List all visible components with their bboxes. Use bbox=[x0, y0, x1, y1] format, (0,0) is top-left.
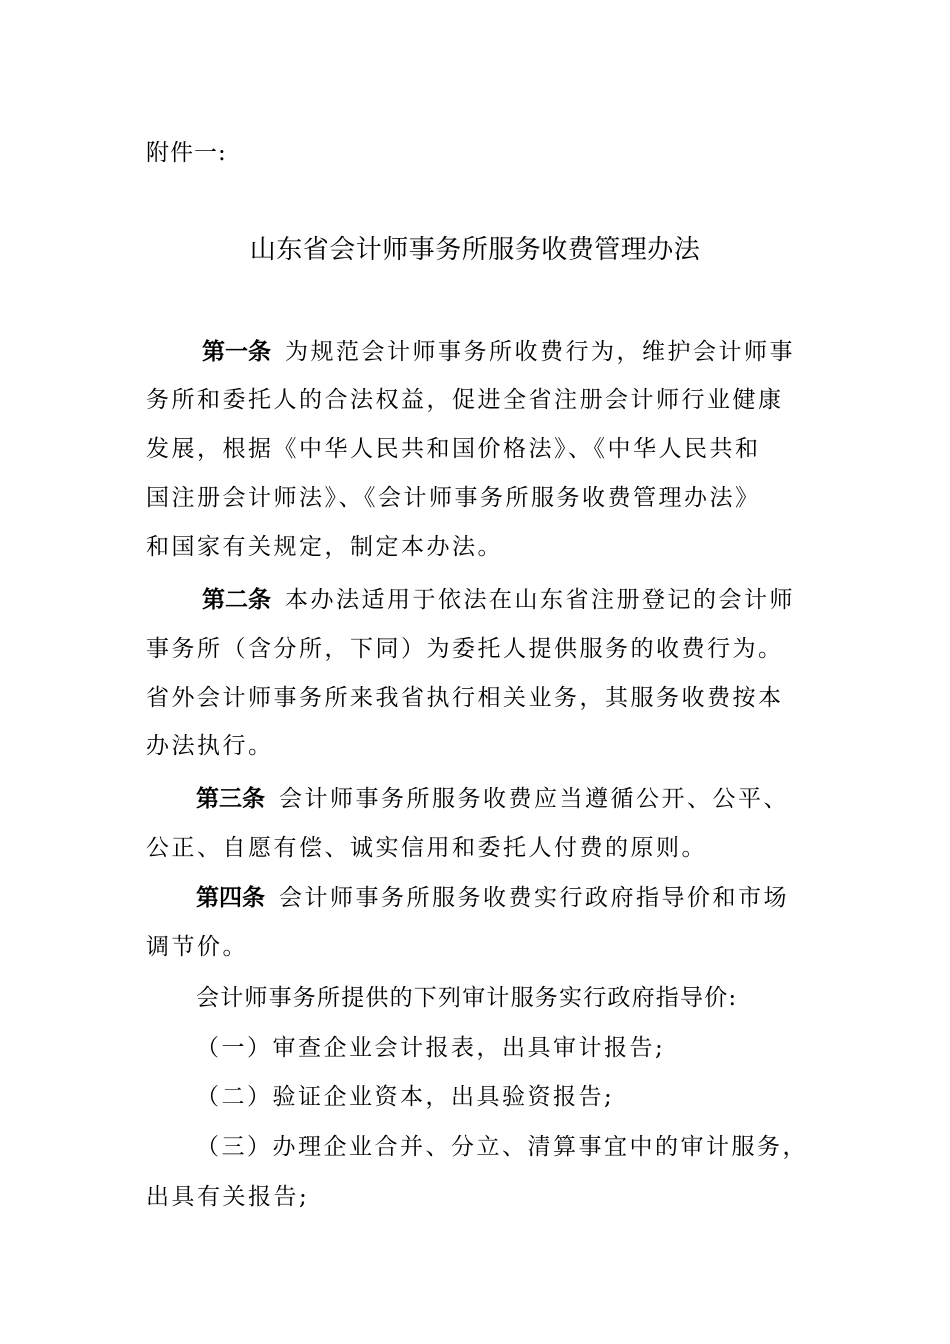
article-2-text-line-1: 本办法适用于依法在山东省注册登记的会计师 bbox=[285, 587, 795, 613]
list-item-2: （二）验证企业资本，出具验资报告; bbox=[196, 1084, 615, 1110]
list-item-3-line-1: （三）办理企业合并、分立、清算事宜中的审计服务， bbox=[196, 1134, 808, 1160]
article-1-text-line-4: 国注册会计师法》、《会计师事务所服务收费管理办法》 bbox=[146, 485, 761, 511]
article-1-text-line-1: 为规范会计师事务所收费行为，维护会计师事 bbox=[285, 339, 795, 365]
article-1-text-line-5: 和国家有关规定，制定本办法。 bbox=[146, 534, 503, 560]
article-1-text-line-3: 发展，根据《中华人民共和国价格法》、《中华人民共和 bbox=[146, 436, 761, 462]
article-3-text-line-1: 会计师事务所服务收费应当遵循公开、公平、 bbox=[279, 786, 789, 812]
article-1-label: 第一条 bbox=[202, 339, 271, 365]
article-2-label: 第二条 bbox=[202, 587, 271, 613]
article-2-first-line bbox=[202, 585, 795, 615]
article-2-text-line-4: 办法执行。 bbox=[146, 733, 274, 759]
article-3-text-line-2: 公正、自愿有偿、诚实信用和委托人付费的原则。 bbox=[146, 835, 707, 861]
article-2-text-line-3: 省外会计师事务所来我省执行相关业务，其服务收费按本 bbox=[146, 685, 784, 711]
document-title: 山东省会计师事务所服务收费管理办法 bbox=[249, 235, 701, 265]
article-3-label: 第三条 bbox=[196, 786, 265, 812]
list-item-1: （一）审查企业会计报表，出具审计报告; bbox=[196, 1035, 666, 1061]
guided-price-intro: 会计师事务所提供的下列审计服务实行政府指导价: bbox=[196, 985, 738, 1011]
article-4-text-line-2: 调节价。 bbox=[146, 934, 248, 960]
attachment-label: 附件一: bbox=[146, 140, 227, 166]
article-4-first-line bbox=[196, 883, 789, 913]
article-4-text-line-1: 会计师事务所服务收费实行政府指导价和市场 bbox=[279, 885, 789, 911]
article-2-text-line-2: 事务所（含分所，下同）为委托人提供服务的收费行为。 bbox=[146, 636, 784, 662]
article-1-first-line bbox=[202, 337, 795, 367]
list-item-3-line-2: 出具有关报告; bbox=[146, 1184, 310, 1210]
article-3-first-line bbox=[196, 784, 789, 814]
article-1-text-line-2: 务所和委托人的合法权益，促进全省注册会计师行业健康 bbox=[146, 387, 784, 413]
article-4-label: 第四条 bbox=[196, 885, 265, 911]
